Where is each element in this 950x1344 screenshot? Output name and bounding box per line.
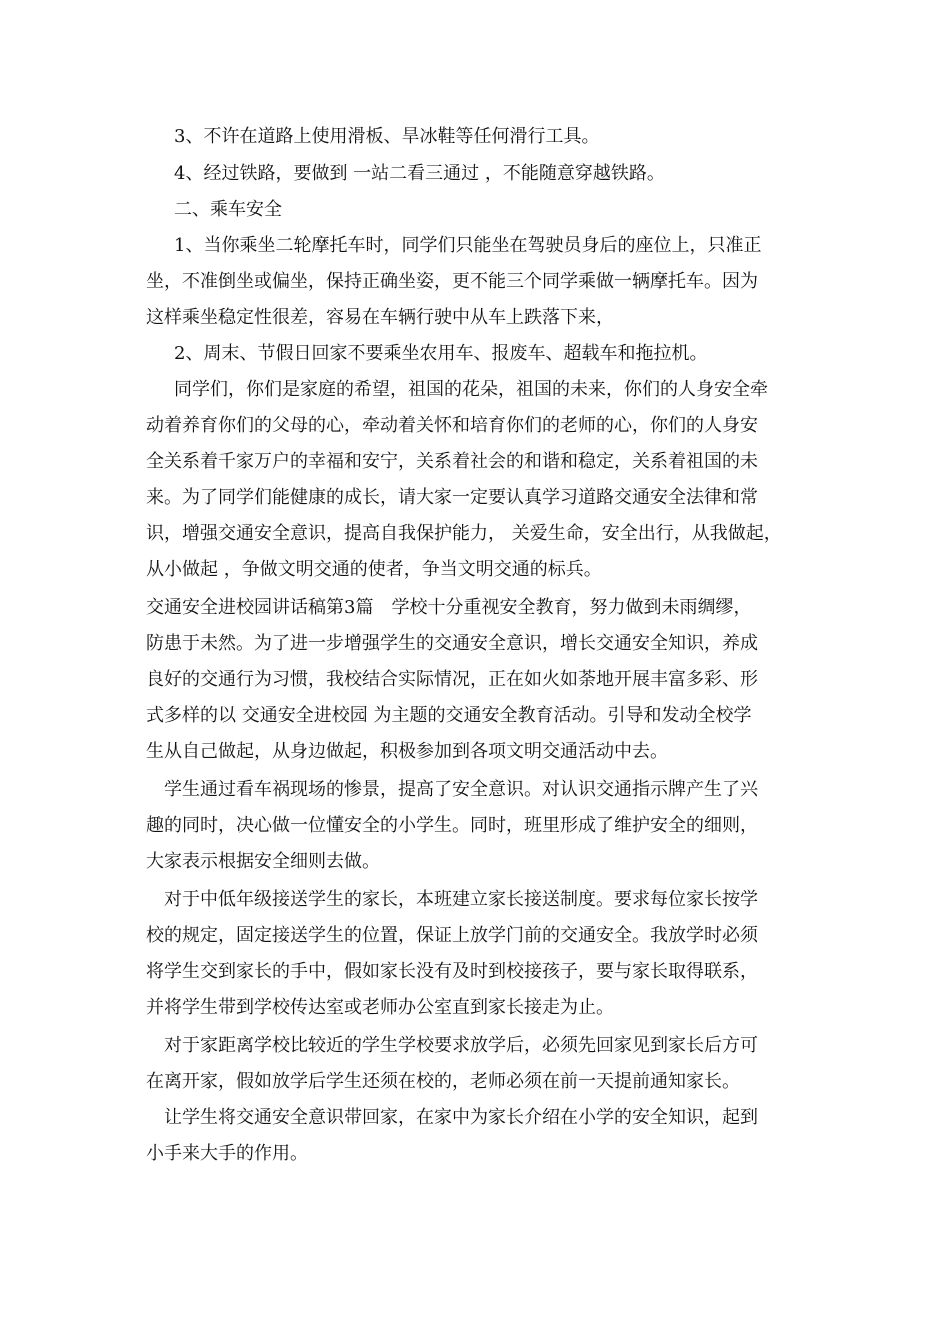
text-line: 对于家距离学校比较近的学生学校要求放学后，必须先回家见到家长后方可 [164, 1035, 758, 1056]
text-line: 同学们，你们是家庭的希望，祖国的花朵，祖国的未来，你们的人身安全牵 [174, 379, 768, 400]
text-line: 将学生交到家长的手中，假如家长没有及时到校接孩子，要与家长取得联系， [146, 961, 758, 982]
text-line: 并将学生带到学校传达室或老师办公室直到家长接走为止。 [146, 997, 614, 1018]
text-line: 坐，不准倒坐或偏坐，保持正确坐姿，更不能三个同学乘做一辆摩托车。因为 [146, 271, 758, 292]
text-line: 防患于未然。为了进一步增强学生的交通安全意识，增长交通安全知识，养成 [146, 633, 758, 654]
text-line: 识，增强交通安全意识，提高自我保护能力， 关爱生命，安全出行，从我做起， [146, 523, 782, 544]
text-line: 式多样的以 交通安全进校园 为主题的交通安全教育活动。引导和发动全校学 [146, 705, 752, 726]
text-line: 3、不许在道路上使用滑板、旱冰鞋等任何滑行工具。 [174, 126, 600, 147]
text-line: 1、当你乘坐二轮摩托车时，同学们只能坐在驾驶员身后的座位上，只准正 [174, 235, 762, 256]
text-line: 校的规定，固定接送学生的位置，保证上放学门前的交通安全。我放学时必须 [146, 925, 758, 946]
text-line: 这样乘坐稳定性很差，容易在车辆行驶中从车上跌落下来， [146, 307, 614, 328]
text-line: 对于中低年级接送学生的家长，本班建立家长接送制度。要求每位家长按学 [164, 889, 758, 910]
text-line: 动着养育你们的父母的心，牵动着关怀和培育你们的老师的心，你们的人身安 [146, 415, 758, 436]
text-line: 全关系着千家万户的幸福和安宁，关系着社会的和谐和稳定，关系着祖国的未 [146, 451, 758, 472]
text-line: 4、经过铁路，要做到 一站二看三通过 ，不能随意穿越铁路。 [174, 163, 665, 184]
text-line: 让学生将交通安全意识带回家，在家中为家长介绍在小学的安全知识，起到 [164, 1107, 758, 1128]
text-line: 交通安全进校园讲话稿第3篇 学校十分重视安全教育，努力做到未雨绸缪， [146, 597, 752, 618]
text-line: 2、周末、节假日回家不要乘坐农用车、报废车、超载车和拖拉机。 [174, 343, 708, 364]
text-line: 从小做起 ，争做文明交通的使者，争当文明交通的标兵。 [146, 559, 602, 580]
text-line: 小手来大手的作用。 [146, 1143, 308, 1164]
text-line: 生从自己做起，从身边做起，积极参加到各项文明交通活动中去。 [146, 741, 668, 762]
text-line: 良好的交通行为习惯，我校结合实际情况，正在如火如荼地开展丰富多彩、形 [146, 669, 758, 690]
text-line: 趣的同时，决心做一位懂安全的小学生。同时，班里形成了维护安全的细则， [146, 815, 758, 836]
text-line: 来。为了同学们能健康的成长，请大家一定要认真学习道路交通安全法律和常 [146, 487, 758, 508]
text-line: 在离开家，假如放学后学生还须在校的，老师必须在前一天提前通知家长。 [146, 1071, 740, 1092]
text-line: 大家表示根据安全细则去做。 [146, 851, 380, 872]
section-heading: 二、乘车安全 [174, 199, 282, 220]
text-line: 学生通过看车祸现场的惨景，提高了安全意识。对认识交通指示牌产生了兴 [164, 779, 758, 800]
